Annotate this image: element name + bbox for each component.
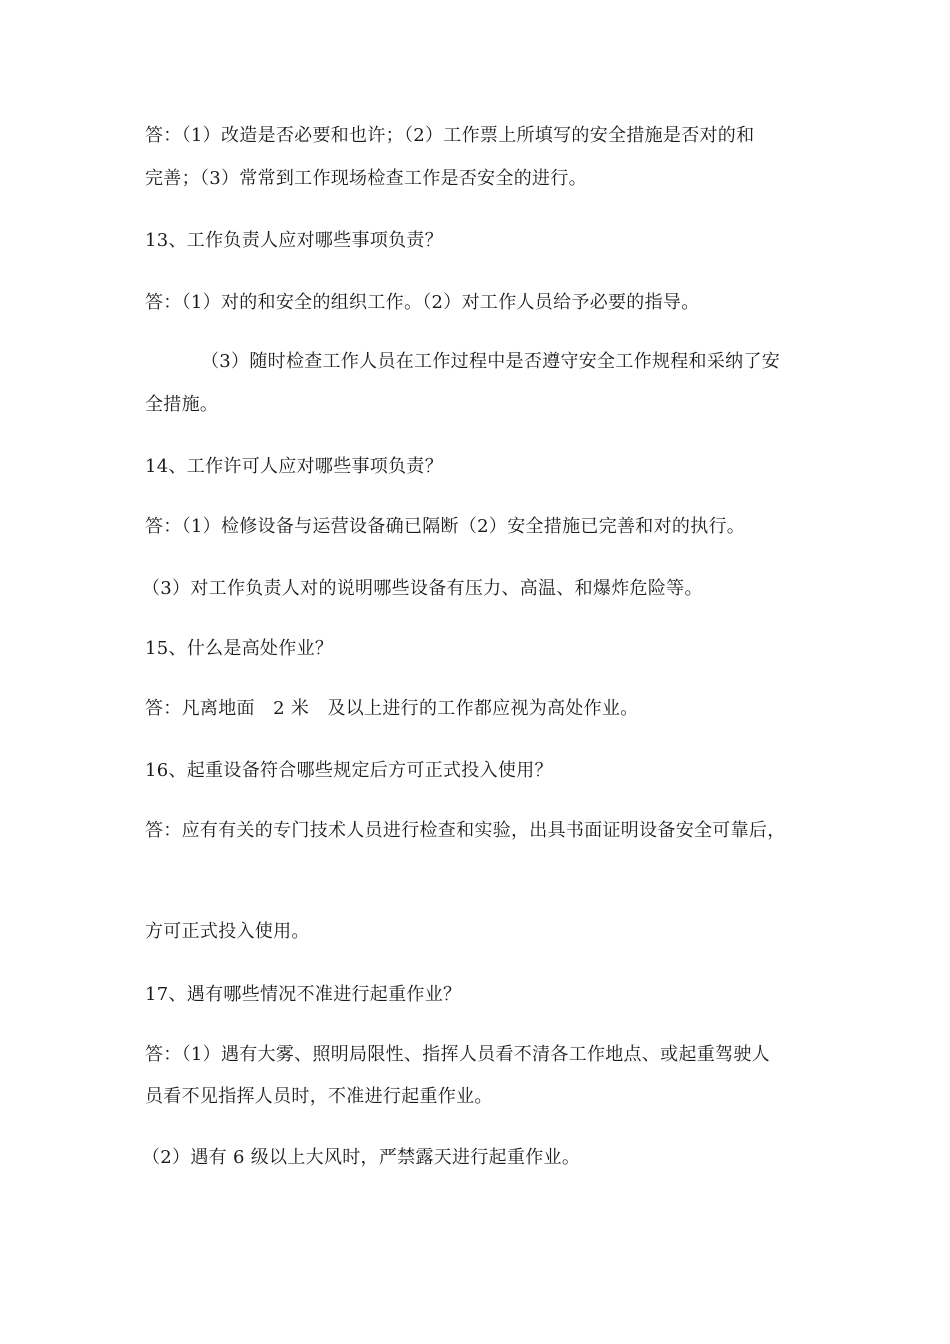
answer-17-line-1: 答：（1）遇有大雾、照明局限性、指挥人员看不清各工作地点、或起重驾驶人 <box>145 1044 770 1065</box>
question-17: 17、遇有哪些情况不准进行起重作业？ <box>145 984 462 1005</box>
answer-13-line-1: 答：（1）对的和安全的组织工作。（2）对工作人员给予必要的指导。 <box>145 292 700 313</box>
answer-12-line-2: 完善；（3）常常到工作现场检查工作是否安全的进行。 <box>145 168 587 189</box>
answer-14-line-1: 答：（1）检修设备与运营设备确已隔断（2）安全措施已完善和对的执行。 <box>145 516 746 537</box>
answer-15: 答：凡离地面 2 米 及以上进行的工作都应视为高处作业。 <box>145 698 639 719</box>
answer-13-line-2: （3）随时检查工作人员在工作过程中是否遵守安全工作规程和采纳了安 <box>201 351 781 372</box>
answer-16-line-1: 答：应有有关的专门技术人员进行检查和实验，出具书面证明设备安全可靠后， <box>145 820 786 841</box>
question-15: 15、什么是高处作业？ <box>145 638 334 659</box>
question-16: 16、起重设备符合哪些规定后方可正式投入使用？ <box>145 760 553 781</box>
question-14: 14、工作许可人应对哪些事项负责？ <box>145 456 444 477</box>
answer-12-line-1: 答：（1）改造是否必要和也许；（2）工作票上所填写的安全措施是否对的和 <box>145 125 755 146</box>
answer-16-line-2: 方可正式投入使用。 <box>145 921 310 942</box>
answer-13-line-3: 全措施。 <box>145 394 219 415</box>
answer-17-line-3: （2）遇有 6 级以上大风时，严禁露天进行起重作业。 <box>142 1147 581 1168</box>
answer-14-line-2: （3）对工作负责人对的说明哪些设备有压力、高温、和爆炸危险等。 <box>142 578 703 599</box>
question-13: 13、工作负责人应对哪些事项负责？ <box>145 230 444 251</box>
answer-17-line-2: 员看不见指挥人员时，不准进行起重作业。 <box>145 1086 493 1107</box>
